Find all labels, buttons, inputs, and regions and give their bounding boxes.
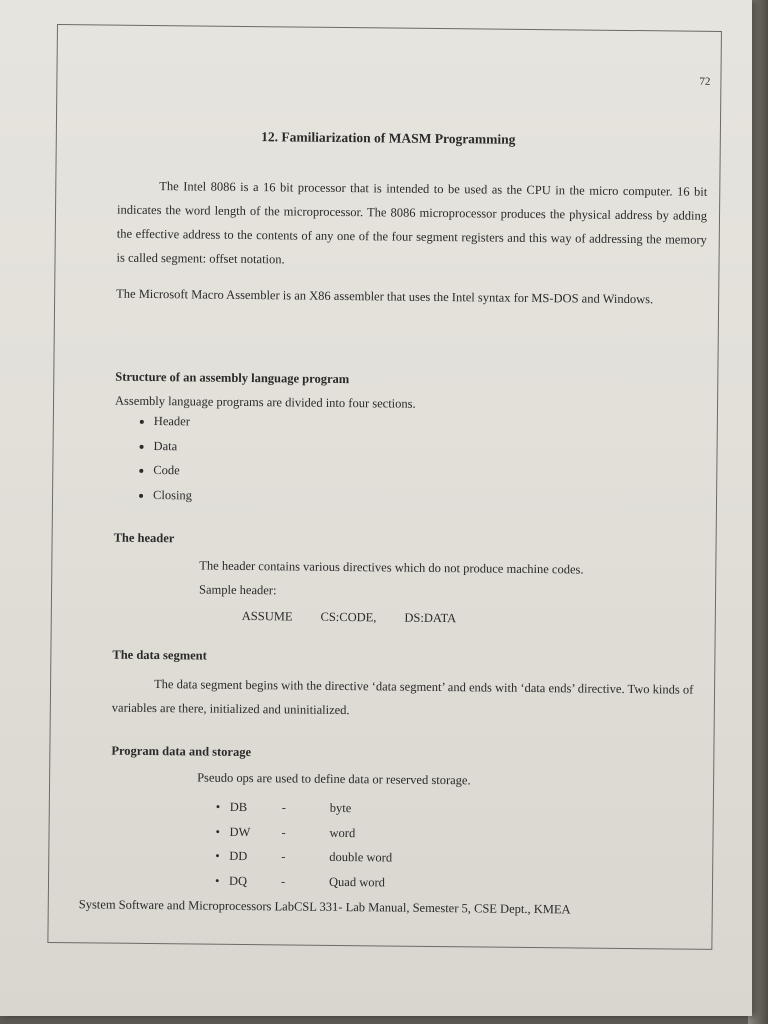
directive-meaning: word — [329, 825, 356, 840]
section-item-closing: • Closing — [153, 483, 192, 508]
section-item-header: • Header — [154, 409, 193, 434]
sections-list — [135, 409, 193, 508]
directive-code: DQ — [228, 873, 248, 888]
directive-meaning: Quad word — [328, 874, 385, 889]
data-segment-text: The data segment begins with the directive ‘data segment’ and ends with ‘data ends’ directive. Two kinds of variables are there, initialized and uninitialized. — [111, 677, 694, 718]
sample-header-label: Sample header: — [199, 582, 277, 598]
header-heading: The header — [113, 530, 175, 546]
header-description: The header contains various directives which do not produce machine codes. — [199, 558, 584, 577]
bullet-icon: • — [215, 848, 220, 863]
structure-intro: Assembly language programs are divided into four sections. — [114, 393, 416, 411]
directive-row — [216, 795, 393, 821]
section-item-data: • Data — [153, 434, 192, 459]
bullet-icon: • — [215, 824, 221, 839]
directive-dash: - — [281, 849, 286, 864]
program-data-heading: Program data and storage — [111, 743, 252, 760]
program-data-intro: Pseudo ops are used to define data or reserved storage. — [197, 770, 471, 788]
directive-dash: - — [281, 800, 287, 815]
directive-dash: - — [280, 873, 286, 888]
masm-paragraph: The Microsoft Macro Assembler is an X86 assembler that uses the Intel syntax for MS-DOS and Windows. — [116, 286, 654, 307]
ds-data: DS:DATA — [404, 610, 457, 626]
directive-meaning: double word — [329, 849, 393, 865]
section-item-code: • Code — [153, 458, 192, 483]
directive-row — [215, 819, 392, 845]
directive-row — [215, 844, 392, 870]
directive-code: DD — [229, 848, 248, 864]
assume-keyword: ASSUME — [241, 608, 293, 624]
sample-header-code — [242, 609, 457, 626]
intro-paragraph: The Intel 8086 is a 16 bit processor that is intended to be used as the CPU in the micro computer. 16 bit indicates the word length of the microprocessor. The 8086 microprocessor produces the physical address by adding the effective address to the contents of any one of the four segment registers and this way of addressing the memory is called segment: offset notation. — [116, 179, 708, 267]
directive-meaning: byte — [329, 800, 352, 816]
page-footer: System Software and Microprocessors LabCSL 331- Lab Manual, Semester 5, CSE Dept., KMEA — [78, 897, 571, 917]
page-number: 72 — [699, 75, 711, 88]
bullet-icon: • — [214, 873, 220, 888]
directives-list — [215, 795, 393, 895]
document-title: 12. Familiarization of MASM Programming — [261, 129, 516, 147]
bullet-icon: • — [215, 799, 221, 814]
directive-row — [215, 868, 392, 894]
data-segment-heading: The data segment — [112, 647, 207, 663]
page-border — [47, 24, 722, 950]
directive-dash: - — [281, 824, 286, 839]
structure-heading: Structure of an assembly language program — [115, 369, 350, 387]
directive-code: DB — [229, 799, 248, 815]
directive-code: DW — [229, 824, 251, 839]
cs-code: CS:CODE, — [320, 609, 377, 625]
